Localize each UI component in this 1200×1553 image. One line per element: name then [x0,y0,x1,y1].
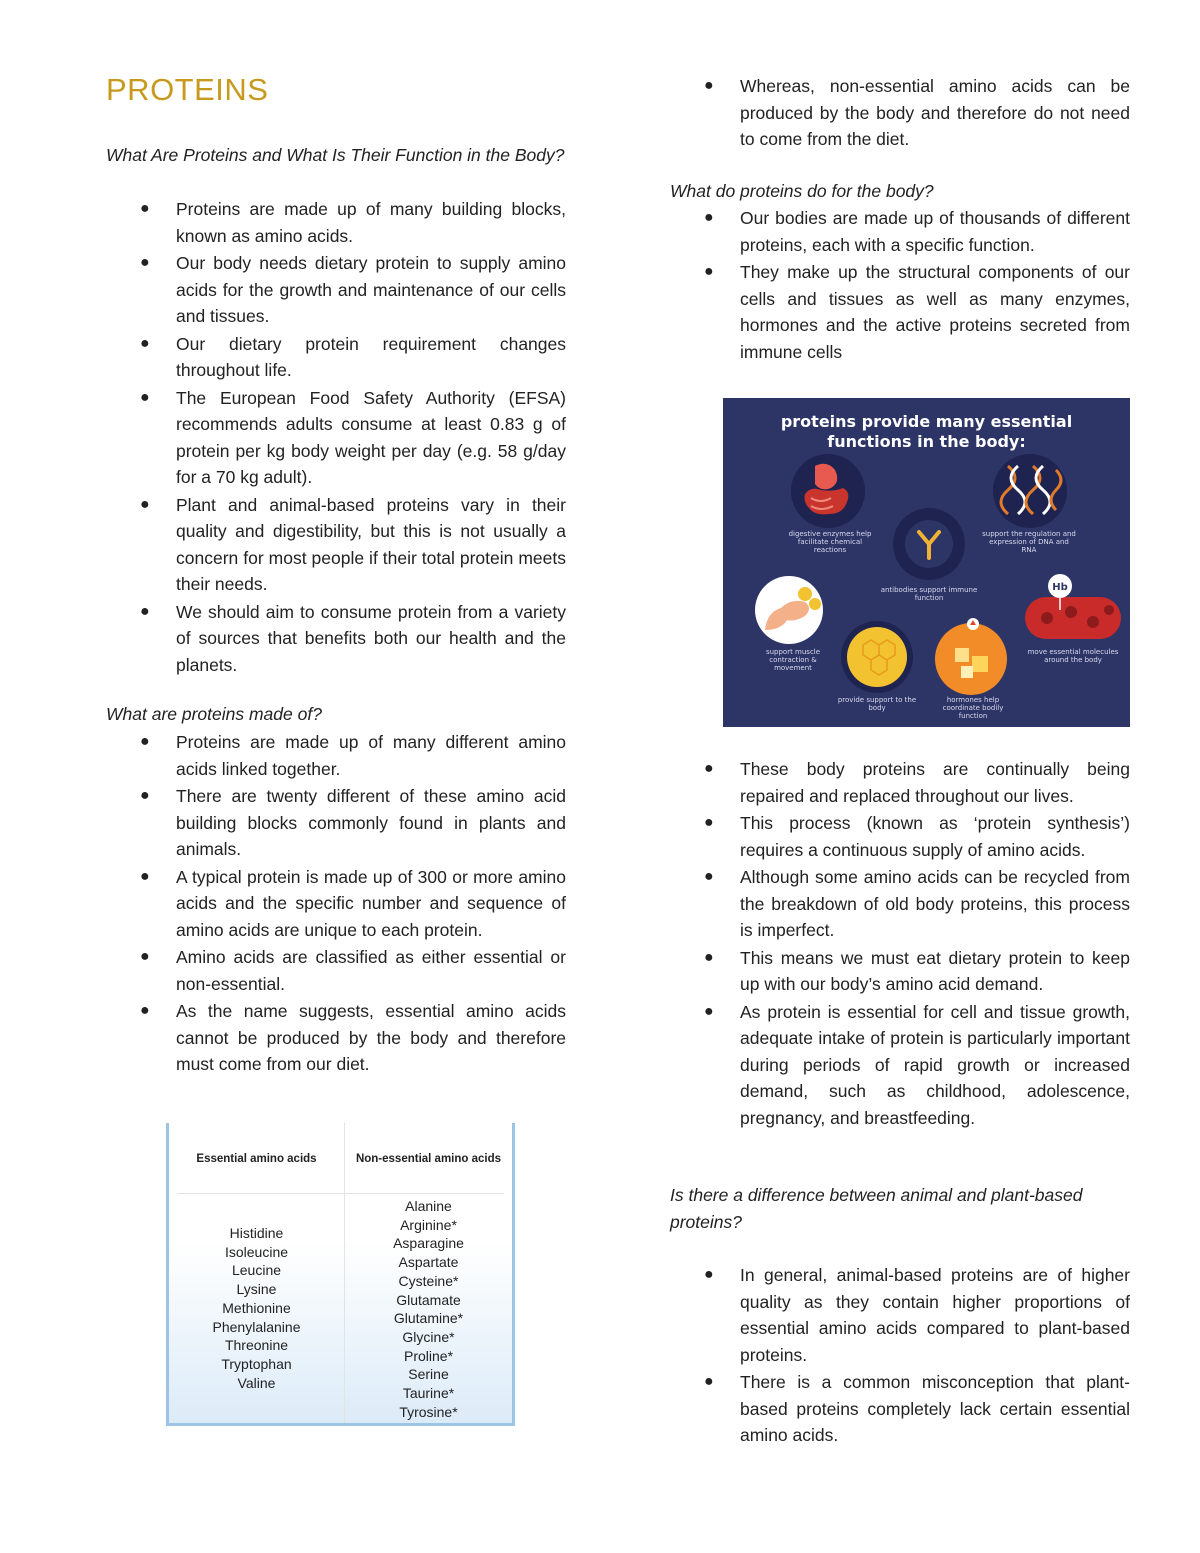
blood-vessel-icon [1025,574,1121,639]
table-cell: Valine [237,1374,276,1391]
table-divider [177,1193,504,1194]
list-item: ● This means we must eat dietary protein to keep up with our body’s amino acid demand. [704,947,1130,994]
label-structure: provide support to the body [837,696,917,712]
list-item: ● As the name suggests, essential amino acids cannot be produced by the body and therefore must come from our diet. [140,1001,566,1074]
table-cell: Lysine [236,1281,277,1298]
list-item: ● Whereas, non-essential amino acids can be produced by the body and therefore do not need to come from the diet. [704,76,1130,149]
table-cell: Phenylalanine [212,1318,301,1335]
list-item: ● Although some amino acids can be recycled from the breakdown of old body proteins, this process is imperfect. [704,867,1130,940]
list-item: ● The European Food Safety Authority (EFSA) recommends adults consume at least 0.83 g of protein per kg body weight per day (e.g. 58 g/day for a 70 kg adult). [140,387,566,487]
antibody-icon [893,508,965,580]
table-cell: Glycine* [402,1328,455,1345]
list-item: ● A typical protein is made up of 300 or more amino acids and the specific number and sequence of amino acids are unique to each protein. [140,866,566,940]
label-digestive: digestive enzymes help facilitate chemical reactions [788,530,872,554]
dna-icon [993,454,1067,528]
list-do-for-body [670,205,1130,366]
page-title: PROTEINS [106,72,269,107]
table-cell: Proline* [403,1347,454,1364]
infographic-title: proteins provide many essential functions in the body: [780,412,1073,451]
section-heading-animal-vs-plant: Is there a difference between animal and plant-based proteins? [670,1185,1083,1232]
label-transport: move essential molecules around the body [1027,648,1119,664]
hormone-icon [935,618,1007,695]
amino-acid-table [166,1123,515,1426]
list-made-of [106,729,566,1079]
list-item: ● Our dietary protein requirement changes throughout life. [140,333,566,380]
table-cell: Asparagine [393,1235,464,1252]
table-cell: Threonine [224,1337,289,1354]
infographic-illustrations [723,398,1130,727]
list-item: ● We should aim to consume protein from a variety of sources that benefits both our health and the planets. [140,601,566,675]
hb-label: Hb [1052,582,1068,593]
list-item: ● As protein is essential for cell and tissue growth, adequate intake of protein is particularly important during periods of rapid growth or increased demand, such as childhood, adolescence, pregnancy, and breastfeeding. [704,1001,1130,1128]
table-cell: Aspartate [398,1254,459,1271]
list-item: ● There are twenty different of these amino acid building blocks commonly found in plants and animals. [140,786,566,859]
list-item: ● Amino acids are classified as either essential or non-essential. [140,947,566,994]
table-cell: Glutamine* [393,1310,464,1327]
list-item: ● This process (known as ‘protein synthesis’) requires a continuous supply of amino acids. [704,813,1130,860]
list-item: ● Our body needs dietary protein to supply amino acids for the growth and maintenance of our cells and tissues. [140,253,566,326]
list-animal-vs-plant [670,1262,1130,1450]
essential-list [169,1224,344,1392]
list-item: ● In general, animal-based proteins are of higher quality as they contain higher proportions of essential amino acids compared to plant-based proteins. [704,1265,1130,1365]
table-cell: Tyrosine* [399,1403,458,1420]
list-item: ● There is a common misconception that plant-based proteins completely lack certain essential amino acids. [704,1372,1130,1445]
section-heading-do-for-body: What do proteins do for the body? [670,181,934,201]
honeycomb-icon [841,621,913,693]
list-item: ● They make up the structural components of our cells and tissues as well as many enzymes, hormones and the active proteins secreted from immune cells [704,262,1130,362]
list-nonessential [670,73,1130,154]
label-antibodies: antibodies support immune function [880,586,978,602]
digestive-system-icon [791,454,865,528]
protein-functions-infographic [723,398,1130,727]
table-header-nonessential: Non-essential amino acids [355,1153,502,1165]
list-function [106,196,566,679]
table-cell: Arginine* [400,1216,457,1233]
list-item: ● Our bodies are made up of thousands of different proteins, each with a specific function. [704,208,1130,255]
table-cell: Taurine* [402,1385,455,1402]
nonessential-list [345,1197,512,1421]
table-cell: Isoleucine [224,1243,289,1260]
label-hormones: hormones help coordinate bodily function [942,696,1004,720]
muscle-arm-icon [755,576,823,644]
list-item: ● Plant and animal-based proteins vary in their quality and digestibility, but this is not usually a concern for most people if their total protein meets their needs. [140,494,566,594]
table-cell: Cysteine* [398,1272,459,1289]
list-synthesis [670,756,1130,1132]
table-cell: Serine [408,1366,449,1383]
section-heading-made-of: What are proteins made of? [106,704,322,724]
table-cell: Histidine [229,1225,284,1241]
table-cell: Glutamate [396,1291,461,1308]
list-item: ● These body proteins are continually being repaired and replaced throughout our lives. [704,759,1130,806]
list-item: ● Proteins are made up of many different amino acids linked together. [140,732,566,779]
table-cell: Leucine [231,1262,282,1279]
table-cell: Alanine [405,1198,452,1214]
label-dna: support the regulation and expression of DNA and RNA [982,530,1076,554]
list-item: ● Proteins are made up of many building blocks, known as amino acids. [140,199,566,246]
table-header-essential: Essential amino acids [196,1153,317,1165]
table-cell: Methionine [222,1299,291,1316]
table-cell: Tryptophan [221,1355,292,1372]
section-heading-function: What Are Proteins and What Is Their Function in the Body? [106,145,565,165]
label-muscle: support muscle contraction & movement [765,648,821,672]
